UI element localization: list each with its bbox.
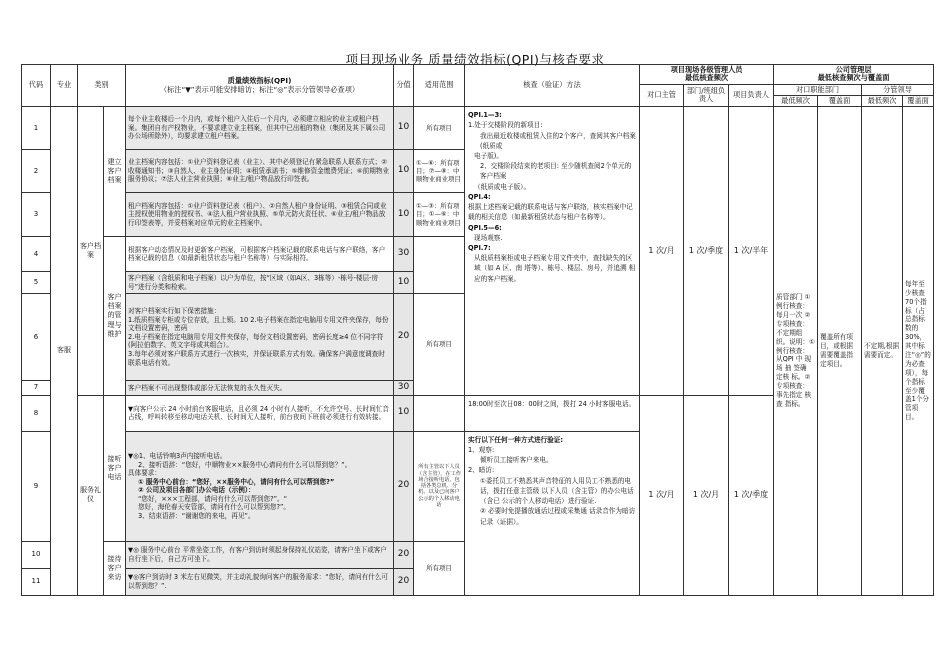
indicator-line: ▼◎1、电话铃响3声内接听电话。 xyxy=(128,452,227,461)
indicator-line: 2、接听语辞：“您好，中顺物业××服务中心请问有什么可以帮到您？”。 xyxy=(138,460,352,469)
header-counterpart-dept: 对口职能部门 xyxy=(774,84,862,95)
category-service-etiquette: 服务礼仪 xyxy=(78,395,104,595)
scope-text xyxy=(414,395,465,431)
weight-value: 10 xyxy=(394,150,414,193)
subcategory-archive-manage: 客户档案的管理与维护 xyxy=(104,237,126,396)
header-specialty: 专业 xyxy=(51,65,78,107)
scope-text: 所有项目 xyxy=(414,107,465,150)
method-line: 2、暗访: xyxy=(468,466,495,475)
freq-project-a: 1 次/半年 xyxy=(729,107,774,396)
leader-min-freq: 不定期,根据需要而定。 xyxy=(862,107,903,596)
method-line: 1.处于交楼阶段的新项目: xyxy=(468,121,543,130)
scope-text: ①—③：所有项目；①—⑥：中顺物业商业项目 xyxy=(414,193,465,237)
indicator-line: 1.纸质档案专柜或专位存放，且上锁。10 2.电子档案在指定电脑用专用文件夹保存，每份文档设置密码，密码 xyxy=(128,315,389,333)
freq-counterpart-b: 1 次/月 xyxy=(640,395,684,595)
row-index: 10 xyxy=(22,541,51,568)
weight-value: 20 xyxy=(394,541,414,568)
method-line: QPI.7: xyxy=(468,243,491,252)
scope-text: 所有项目 xyxy=(414,294,465,396)
freq-project-b: 1 次/季度 xyxy=(729,395,774,595)
header-qpi-note: （标注“▼”表示可能安排暗访；标注“◎”表示分管领导必查项） xyxy=(159,84,360,94)
weight-value: 30 xyxy=(394,237,414,272)
weight-value: 20 xyxy=(394,431,414,541)
row-index: 9 xyxy=(22,431,51,541)
header-qpi xyxy=(126,65,394,107)
freq-counterpart-a: 1 次/月 xyxy=(640,107,684,396)
indicator-text: 根据客户动态情况及时更新客户档案，可根据客户档案记载的联系电话与客户联络，客户档案记载的信息（如最新租赁状态与租户名称等）与实际相符。 xyxy=(126,237,394,272)
category-customer-archive: 客户档案 xyxy=(78,107,104,396)
row-index: 1 xyxy=(22,107,51,150)
header-category: 类别 xyxy=(78,65,126,107)
method-line: 从纸质档案柜或电子档案专用文件夹中，查找缺失的区域（如 A 区、南 塔等）、栋号、楼层、房号，并追溯 相应的客户档案。 xyxy=(474,254,636,283)
row-index: 6 xyxy=(22,294,51,381)
specialty-label: 客服 xyxy=(57,346,71,355)
header-min-freq: 最低频次 xyxy=(774,95,818,106)
header-weight: 分值 xyxy=(394,65,414,107)
header-dept-team-head: 部门/班组负责人 xyxy=(684,84,729,107)
weight-value: 20 xyxy=(394,568,414,595)
specialty-cell xyxy=(51,107,78,596)
weight-value: 10 xyxy=(394,272,414,294)
method-line: 18:00时至次日08：00时之间，拨打 24 小时客服电话。 xyxy=(468,399,636,408)
method-line: 电子版)。 xyxy=(474,152,503,160)
dept-coverage: 覆盖所有项目，或根据需要覆盖指定项目。 xyxy=(818,107,862,596)
subcategory-build-archive: 建立客户档案 xyxy=(104,107,126,237)
scope-text: 所有主管以下人员（含主管），在工作场合接听电话，包括各类总机、分机、以及已向客户公示的个人移动电话 xyxy=(414,431,465,541)
indicator-line: 具体要求： xyxy=(128,469,161,478)
header-counterpart-supervisor: 对口主管 xyxy=(640,84,684,107)
header-project-mgr-title: 项目现场各级管理人员 xyxy=(670,65,743,74)
indicator-text xyxy=(126,541,394,568)
header-scope: 适用范围 xyxy=(414,65,465,107)
method-line: 根据上述档案记载的联系电话与客户联络，核实档案中记载的相关信息（如最新租赁状态与租户名称等）。 xyxy=(468,203,633,222)
indicator-line: ② 公司及项目各部门办公电话（示例）： xyxy=(138,486,255,495)
method-line: 实行以下任何一种方式进行验证: xyxy=(468,435,563,444)
indicator-text: 业主档案内容包括：①业户资料登记表（业主）、其中必须登记有紧急联系人联系方式；②收楼通知书；③自然人、业主身份证明；④租赁承诺书；⑤维修资金缴费凭证；⑥前期物业服务协议；⑦法人业主营业执照；⑧业主/租户物品放行印签表。 xyxy=(126,150,394,193)
row-index: 3 xyxy=(22,193,51,237)
subcategory-visit: 接待客户来访 xyxy=(104,541,126,595)
row-index: 2 xyxy=(22,150,51,193)
row-index: 7 xyxy=(22,381,51,396)
row-index: 4 xyxy=(22,237,51,272)
method-line: 现场观察. xyxy=(474,233,503,242)
method-line: 倾听员工接听客户来电。 xyxy=(480,456,553,465)
method-line: QPI.1—3: xyxy=(468,111,502,120)
method-line: （纸质或电子版）。 xyxy=(474,182,531,191)
method-archive xyxy=(465,107,640,396)
header-min-freq-2: 最低频次 xyxy=(862,95,903,106)
indicator-line: 3、结束语辞：“谢谢您的来电，再见”。 xyxy=(138,512,255,520)
method-line: QPI.5—6: xyxy=(468,223,502,232)
method-line: QPI.4: xyxy=(468,192,491,201)
indicator-line: ▼◎客户到访时 3 米左右见微笑，并主动礼貌询问客户的服务需求：“您好，请问有什么可以帮到您？”. xyxy=(128,573,389,590)
indicator-text: 客户档案不可出现整体或部分无法恢复的永久性灭失。 xyxy=(126,381,394,396)
indicator-text xyxy=(126,568,394,595)
method-line: ①委托员工不熟悉其声音特征的人用员工不熟悉的电话，拨打任意主管级 以下人员（含主管）的办公电话（含已 公示的个人移动电话）进行验证. xyxy=(480,476,634,506)
leader-coverage: 每年至少核查70个指标（占总指标数的30%，其中标注“◎”的为必查项），每个指标至少覆盖1个分管项目。 xyxy=(903,107,934,596)
indicator-text: 租户档案内容包括：①业户资料登记表（租户）、②自然人租户身份证明、③租赁合同或业主授权使用物业的授权书、④法人租户营业执照、⑤单元防火责任状、⑥业主/租户物品放行印签表等，并妥档案对应单元的业主档案中。 xyxy=(126,193,394,237)
header-method: 核查（验证）方法 xyxy=(465,65,640,107)
indicator-line: ① 服务中心前台：“您好，××服务中心，请问有什么可以帮到您?” xyxy=(138,477,335,486)
freq-dept-team-a: 1 次/季度 xyxy=(684,107,729,396)
header-project-mgr xyxy=(640,65,774,85)
weight-value: 30 xyxy=(394,381,414,396)
header-company-mgmt-title: 公司管理层 xyxy=(835,65,872,74)
header-division-leader: 分管领导 xyxy=(862,84,934,95)
row-index: 11 xyxy=(22,568,51,595)
header-code: 代码 xyxy=(22,65,51,107)
method-verification xyxy=(465,431,640,595)
dept-min-freq: 质管部门 ①例行核查：每月一次 ②专项核查：不定期组织。说明：① 例行核查：从QPI 中 现场 抽 签确 定核 标。② 专项核查：事先指定 核 查 指标。 xyxy=(774,107,818,596)
indicator-line: 3.每年必须对客户联系方式进行一次核实，并保证联系方式有效。确保客户满意度调查时联系电话有效。 xyxy=(128,349,385,367)
scope-text: 所有项目 xyxy=(414,541,465,595)
header-coverage-2: 覆盖面 xyxy=(903,95,934,106)
scope-text xyxy=(414,237,465,294)
indicator-text xyxy=(126,294,394,381)
method-line: 2、交楼阶段结束的老项目: 至少随机查阅2个单元的客户档案 xyxy=(480,162,632,181)
weight-value: 10 xyxy=(394,193,414,237)
method-line: 我出最近收楼或租赁入住的2个客户，查阅其客户档案(纸质或 xyxy=(480,131,636,150)
weight-value: 10 xyxy=(394,395,414,431)
header-project-head: 项目负责人 xyxy=(729,84,774,107)
weight-value: 10 xyxy=(394,107,414,150)
method-phone-hours xyxy=(465,395,640,431)
weight-value: 20 xyxy=(394,294,414,381)
header-company-min-freq: 最低核查频次与覆盖面 xyxy=(817,73,890,83)
freq-dept-team-b: 1 次/月 xyxy=(684,395,729,595)
indicator-text: 每个业主收楼后一个月内，或每个租户入住后一个月内，必须建立相应的业主或租户档案。集团自有产权物业，不要求建立业主档案，但其中已出租的物业（集团及其下属公司办公场所除外），均要求建立租户档案。 xyxy=(126,107,394,150)
indicator-line: 对客户档案实行如下保密措施： xyxy=(128,307,221,316)
indicator-line: ▼向客户公示 24 小时前台客服电话，且必须 24 小时有人接听，不允许空号、长时间忙音占线，呼叫转移至移动电话关机、长时间无人接听，前台夜间下班前必须进行有效转接。 xyxy=(128,404,390,422)
method-line: ② 必要时免提播放通话过程或采集通 话录音作为暗访记录（证据）。 xyxy=(480,507,636,526)
header-coverage: 覆盖面 xyxy=(818,95,862,106)
indicator-line: 2.电子档案在指定电脑用专用文件夹保存，每份文档设置密码，密码长度≥4 位不同字符(阿拉伯数字、英文字母或其组合）。 xyxy=(128,332,384,350)
indicator-line: “您好，×××工程部，请问有什么可以帮到您?”。“ xyxy=(138,494,288,503)
row-index: 5 xyxy=(22,272,51,294)
indicator-line: ▼◎ 服务中心前台 平常坐姿工作，有客户到访时须起身保持礼仪站姿，请客户坐下或客户自行坐下后，自己方可坐下。 xyxy=(128,546,387,563)
indicator-text xyxy=(126,431,394,541)
indicator-text xyxy=(126,395,394,431)
document-title: 项目现场业务 质量绩效指标(QPI)与核查要求 xyxy=(345,52,605,67)
header-qpi-title: 质量绩效指标(QPI) xyxy=(227,76,292,86)
qpi-table xyxy=(21,64,934,596)
header-company-mgmt xyxy=(774,65,934,85)
header-project-min-freq: 最低核查频次 xyxy=(684,73,729,83)
indicator-text: 客户档案（含纸质和电子档案）以户为单位，按“区域（如A区、3栋等）-栋号-楼层-房号”进行分类和检索。 xyxy=(126,272,394,294)
indicator-line: 您好，海伦春天安管部，请问有什么可以帮到您?”。 xyxy=(138,503,290,512)
scope-text: ①—⑥：所有项目；⑦—⑧：中顺物业商业项目 xyxy=(414,150,465,193)
method-line: 1、观察: xyxy=(468,446,495,455)
row-index: 8 xyxy=(22,395,51,431)
subcategory-phone: 接听客户电话 xyxy=(104,395,126,541)
